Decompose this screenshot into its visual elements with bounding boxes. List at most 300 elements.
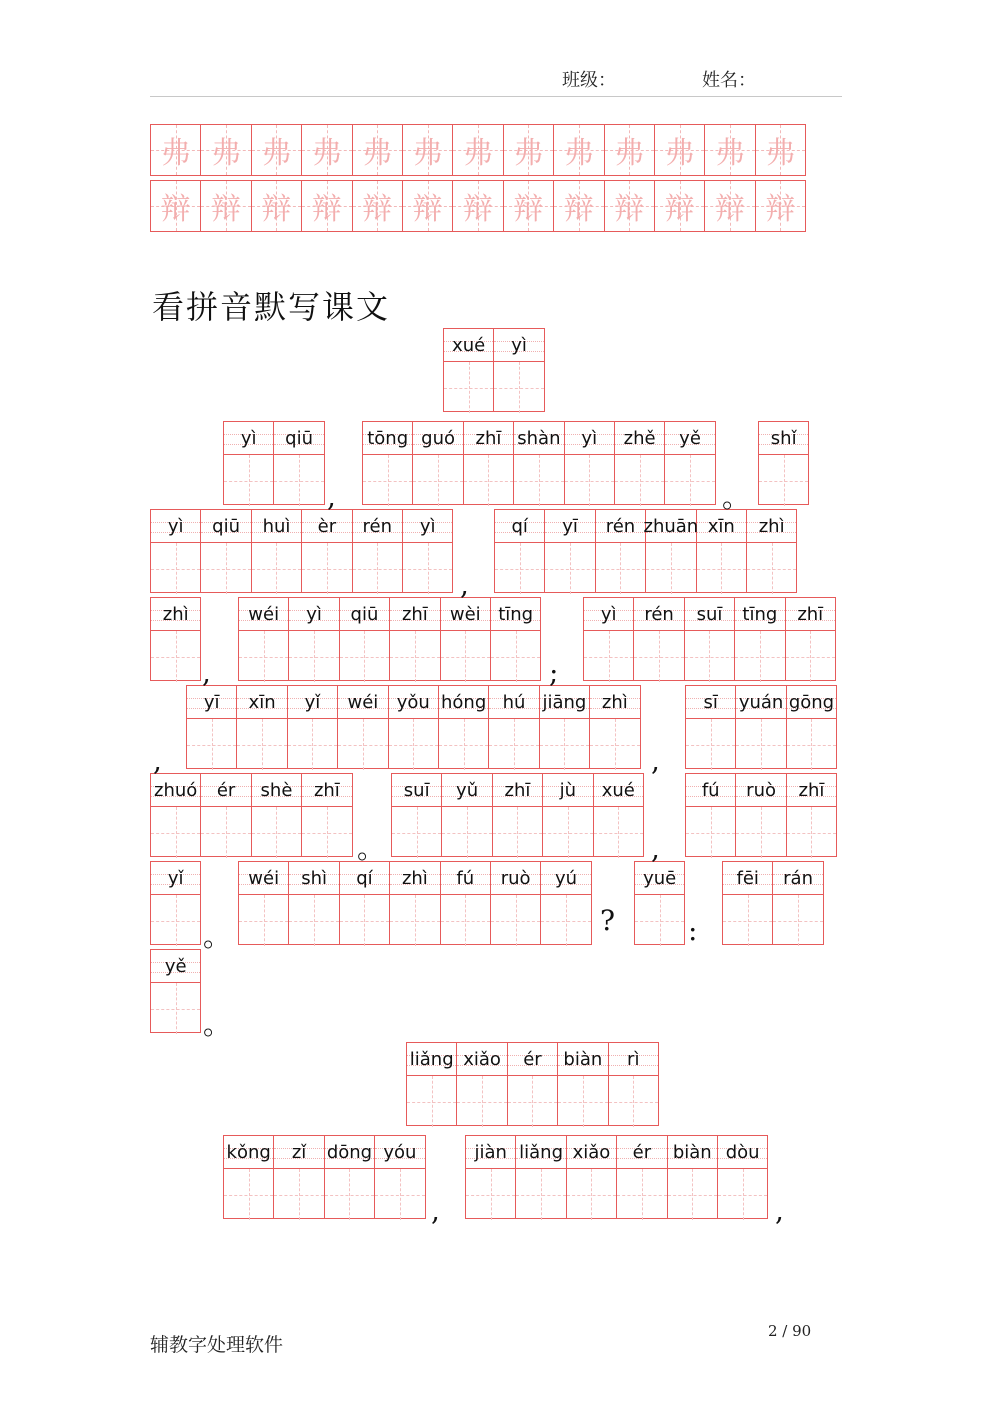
pinyin-group	[406, 1042, 659, 1126]
pinyin-group	[494, 509, 797, 593]
hanzi-writing-box[interactable]	[252, 807, 301, 858]
writing-cell[interactable]	[772, 861, 823, 945]
writing-cell[interactable]	[722, 861, 773, 945]
pinyin-group	[465, 1135, 768, 1219]
writing-cell[interactable]	[614, 421, 665, 505]
hanzi-writing-box[interactable]	[558, 1076, 607, 1127]
tracing-cell[interactable]	[352, 180, 403, 232]
pinyin-group	[583, 597, 836, 681]
hanzi-writing-box[interactable]	[596, 543, 645, 594]
trace-character: 辩	[614, 192, 645, 227]
writing-cell[interactable]	[685, 685, 736, 769]
pinyin-label: zhì	[151, 598, 200, 631]
hanzi-writing-box[interactable]	[735, 631, 784, 682]
pinyin-label: zhī	[787, 774, 836, 807]
writing-cell[interactable]	[539, 685, 590, 769]
hanzi-writing-box[interactable]	[363, 455, 412, 506]
pinyin-label: xīn	[697, 510, 746, 543]
pinyin-label: xiǎo	[567, 1136, 616, 1169]
writing-cell[interactable]	[595, 509, 646, 593]
pinyin-group	[685, 773, 837, 857]
hanzi-writing-box[interactable]	[609, 1076, 658, 1127]
writing-cell[interactable]	[223, 1135, 274, 1219]
tracing-cell[interactable]	[452, 124, 503, 176]
hanzi-writing-box[interactable]	[634, 631, 683, 682]
writing-cell[interactable]	[389, 597, 440, 681]
writing-cell[interactable]	[438, 685, 489, 769]
hanzi-writing-box[interactable]	[565, 455, 614, 506]
writing-cell[interactable]	[406, 1042, 457, 1126]
pinyin-label: ér	[201, 774, 250, 807]
pinyin-group	[150, 773, 353, 857]
hanzi-writing-box[interactable]	[489, 719, 538, 770]
writing-cell[interactable]	[490, 597, 541, 681]
pinyin-group	[150, 861, 201, 945]
pinyin-label: dōng	[325, 1136, 374, 1169]
writing-cell[interactable]	[664, 421, 715, 505]
writing-cell[interactable]	[786, 773, 837, 857]
hanzi-writing-box[interactable]	[224, 1169, 273, 1220]
hanzi-writing-box[interactable]	[493, 807, 542, 858]
writing-cell[interactable]	[542, 773, 593, 857]
hanzi-writing-box[interactable]	[439, 719, 488, 770]
pinyin-label: xué	[444, 329, 493, 362]
trace-character: 弗	[362, 136, 393, 171]
pinyin-group	[150, 509, 453, 593]
trace-character: 弗	[664, 136, 695, 171]
hanzi-writing-box[interactable]	[274, 455, 323, 506]
pinyin-group	[223, 1135, 426, 1219]
writing-cell[interactable]	[251, 509, 302, 593]
writing-cell[interactable]	[456, 1042, 507, 1126]
writing-cell[interactable]	[490, 861, 541, 945]
hanzi-writing-box[interactable]	[289, 631, 338, 682]
writing-cell[interactable]	[388, 685, 439, 769]
writing-cell[interactable]	[608, 1042, 659, 1126]
tracing-cell[interactable]	[200, 124, 251, 176]
hanzi-writing-box[interactable]	[302, 543, 351, 594]
hanzi-writing-box[interactable]	[491, 631, 540, 682]
hanzi-writing-box[interactable]	[665, 455, 714, 506]
hanzi-writing-box[interactable]	[786, 631, 835, 682]
pinyin-label: rì	[609, 1043, 658, 1076]
hanzi-writing-box[interactable]	[543, 807, 592, 858]
hanzi-writing-box[interactable]	[718, 1169, 767, 1220]
hanzi-writing-box[interactable]	[444, 362, 493, 413]
hanzi-writing-box[interactable]	[224, 455, 273, 506]
writing-cell[interactable]	[685, 773, 736, 857]
hanzi-writing-box[interactable]	[540, 719, 589, 770]
writing-cell[interactable]	[441, 773, 492, 857]
trace-character: 辩	[664, 192, 695, 227]
pinyin-label: dòu	[718, 1136, 767, 1169]
hanzi-writing-box[interactable]	[495, 543, 544, 594]
tracing-row	[150, 180, 818, 232]
hanzi-writing-box[interactable]	[646, 543, 695, 594]
hanzi-writing-box[interactable]	[635, 895, 684, 946]
hanzi-writing-box[interactable]	[340, 631, 389, 682]
pinyin-label: yǐ	[288, 686, 337, 719]
writing-cell[interactable]	[786, 685, 837, 769]
tracing-cell[interactable]	[654, 124, 705, 176]
writing-cell[interactable]	[238, 597, 289, 681]
software-name: 辅教字处理软件	[150, 1334, 284, 1356]
tracing-cell[interactable]	[402, 124, 453, 176]
pinyin-label: zhī	[390, 598, 439, 631]
tracing-cell[interactable]	[654, 180, 705, 232]
pinyin-label: xīn	[237, 686, 286, 719]
pinyin-label: fú	[686, 774, 735, 807]
writing-cell[interactable]	[515, 1135, 566, 1219]
hanzi-writing-box[interactable]	[590, 719, 639, 770]
tracing-cell[interactable]	[251, 124, 302, 176]
trace-character: 弗	[463, 136, 494, 171]
hanzi-writing-box[interactable]	[413, 455, 462, 506]
tracing-cell[interactable]	[301, 180, 352, 232]
tracing-cell[interactable]	[452, 180, 503, 232]
tracing-cell[interactable]	[402, 180, 453, 232]
trace-character: 弗	[513, 136, 544, 171]
writing-cell[interactable]	[273, 1135, 324, 1219]
hanzi-writing-box[interactable]	[201, 807, 250, 858]
writing-cell[interactable]	[301, 773, 352, 857]
pinyin-label: ruò	[491, 862, 540, 895]
trace-character: 弗	[211, 136, 242, 171]
writing-cell[interactable]	[236, 685, 287, 769]
hanzi-writing-box[interactable]	[288, 719, 337, 770]
writing-cell[interactable]	[273, 421, 324, 505]
tracing-cell[interactable]	[200, 180, 251, 232]
writing-cell[interactable]	[251, 773, 302, 857]
writing-cell[interactable]	[337, 685, 388, 769]
pinyin-label: wéi	[338, 686, 387, 719]
pinyin-label: biàn	[668, 1136, 717, 1169]
pinyin-label: ruò	[736, 774, 785, 807]
writing-cell[interactable]	[696, 509, 747, 593]
tracing-cell[interactable]	[604, 180, 655, 232]
writing-cell[interactable]	[463, 421, 514, 505]
trace-character: 辩	[563, 192, 594, 227]
tracing-cell[interactable]	[301, 124, 352, 176]
hanzi-writing-box[interactable]	[787, 719, 836, 770]
hanzi-writing-box[interactable]	[252, 543, 301, 594]
hanzi-writing-box[interactable]	[516, 1169, 565, 1220]
writing-cell[interactable]	[540, 861, 591, 945]
tracing-cell[interactable]	[604, 124, 655, 176]
writing-cell[interactable]	[667, 1135, 718, 1219]
hanzi-writing-box[interactable]	[302, 807, 351, 858]
writing-cell[interactable]	[746, 509, 797, 593]
hanzi-writing-box[interactable]	[686, 719, 735, 770]
writing-cell[interactable]	[717, 1135, 768, 1219]
pinyin-label: tīng	[491, 598, 540, 631]
trace-character: 辩	[513, 192, 544, 227]
writing-cell[interactable]	[389, 861, 440, 945]
punctuation-mark: ,	[153, 744, 162, 777]
hanzi-writing-box[interactable]	[375, 1169, 424, 1220]
pinyin-label: zhuān	[646, 510, 695, 543]
writing-cell[interactable]	[362, 421, 413, 505]
pinyin-label: yì	[584, 598, 633, 631]
trace-character: 辩	[311, 192, 342, 227]
hanzi-writing-box[interactable]	[237, 719, 286, 770]
writing-cell[interactable]	[200, 773, 251, 857]
writing-cell[interactable]	[339, 597, 390, 681]
hanzi-writing-box[interactable]	[594, 807, 643, 858]
hanzi-writing-box[interactable]	[545, 543, 594, 594]
punctuation-mark: ?	[600, 904, 616, 937]
tracing-cell[interactable]	[755, 124, 806, 176]
writing-cell[interactable]	[238, 861, 289, 945]
writing-cell[interactable]	[288, 861, 339, 945]
hanzi-writing-box[interactable]	[187, 719, 236, 770]
tracing-cell[interactable]	[553, 180, 604, 232]
hanzi-writing-box[interactable]	[151, 983, 200, 1034]
hanzi-writing-box[interactable]	[325, 1169, 374, 1220]
pinyin-label: èr	[302, 510, 351, 543]
writing-cell[interactable]	[735, 773, 786, 857]
pinyin-label: yǐ	[151, 862, 200, 895]
tracing-cell[interactable]	[553, 124, 604, 176]
pinyin-label: hóng	[439, 686, 488, 719]
writing-cell[interactable]	[352, 509, 403, 593]
trace-character: 辩	[261, 192, 292, 227]
hanzi-writing-box[interactable]	[338, 719, 387, 770]
pinyin-label: wéi	[239, 862, 288, 895]
hanzi-writing-box[interactable]	[787, 807, 836, 858]
writing-cell[interactable]	[633, 597, 684, 681]
trace-character: 辩	[463, 192, 494, 227]
pinyin-group	[186, 685, 641, 769]
pinyin-label: guó	[413, 422, 462, 455]
hanzi-writing-box[interactable]	[464, 455, 513, 506]
pinyin-group	[758, 421, 809, 505]
pinyin-label: yě	[665, 422, 714, 455]
hanzi-writing-box[interactable]	[239, 631, 288, 682]
punctuation-mark: ,	[775, 1194, 784, 1227]
hanzi-writing-box[interactable]	[442, 807, 491, 858]
trace-character: 弗	[714, 136, 745, 171]
hanzi-writing-box[interactable]	[747, 543, 796, 594]
writing-cell[interactable]	[200, 509, 251, 593]
writing-cell[interactable]	[374, 1135, 425, 1219]
punctuation-mark: ,	[202, 656, 211, 689]
trace-character: 辩	[412, 192, 443, 227]
tracing-cell[interactable]	[352, 124, 403, 176]
hanzi-writing-box[interactable]	[407, 1076, 456, 1127]
writing-cell[interactable]	[785, 597, 836, 681]
hanzi-writing-box[interactable]	[403, 543, 452, 594]
writing-cell[interactable]	[734, 597, 785, 681]
hanzi-writing-box[interactable]	[541, 895, 590, 946]
hanzi-writing-box[interactable]	[201, 543, 250, 594]
section-title: 看拼音默写课文	[152, 288, 391, 326]
hanzi-writing-box[interactable]	[151, 895, 200, 946]
pinyin-label: zhī	[786, 598, 835, 631]
pinyin-label: fēi	[723, 862, 772, 895]
writing-cell[interactable]	[150, 773, 201, 857]
hanzi-writing-box[interactable]	[617, 1169, 666, 1220]
writing-cell[interactable]	[684, 597, 735, 681]
pinyin-label: yǒu	[389, 686, 438, 719]
hanzi-writing-box[interactable]	[723, 895, 772, 946]
hanzi-writing-box[interactable]	[736, 719, 785, 770]
hanzi-writing-box[interactable]	[151, 543, 200, 594]
hanzi-writing-box[interactable]	[390, 895, 439, 946]
writing-cell[interactable]	[566, 1135, 617, 1219]
tracing-cell[interactable]	[251, 180, 302, 232]
hanzi-writing-box[interactable]	[289, 895, 338, 946]
writing-cell[interactable]	[186, 685, 237, 769]
writing-cell[interactable]	[150, 597, 201, 681]
writing-cell[interactable]	[150, 949, 201, 1033]
hanzi-writing-box[interactable]	[392, 807, 441, 858]
pinyin-label: yě	[151, 950, 200, 983]
pinyin-label: gōng	[787, 686, 836, 719]
tracing-cell[interactable]	[704, 180, 755, 232]
writing-cell[interactable]	[443, 328, 494, 412]
writing-cell[interactable]	[544, 509, 595, 593]
pinyin-label: suī	[392, 774, 441, 807]
writing-cell[interactable]	[339, 861, 390, 945]
pinyin-label: rén	[634, 598, 683, 631]
writing-cell[interactable]	[324, 1135, 375, 1219]
writing-cell[interactable]	[440, 861, 491, 945]
pinyin-group	[685, 685, 837, 769]
pinyin-label: zhī	[302, 774, 351, 807]
hanzi-writing-box[interactable]	[441, 631, 490, 682]
pinyin-group	[150, 597, 201, 681]
pinyin-label: rén	[353, 510, 402, 543]
pinyin-group	[150, 949, 201, 1033]
trace-character: 弗	[160, 136, 191, 171]
hanzi-writing-box[interactable]	[685, 631, 734, 682]
hanzi-writing-box[interactable]	[340, 895, 389, 946]
writing-cell[interactable]	[150, 861, 201, 945]
hanzi-writing-box[interactable]	[697, 543, 746, 594]
hanzi-writing-box[interactable]	[151, 807, 200, 858]
pinyin-label: yuán	[736, 686, 785, 719]
writing-cell[interactable]	[288, 597, 339, 681]
trace-character: 弗	[311, 136, 342, 171]
writing-cell[interactable]	[465, 1135, 516, 1219]
writing-cell[interactable]	[634, 861, 685, 945]
pinyin-label: yuē	[635, 862, 684, 895]
tracing-cell[interactable]	[150, 180, 201, 232]
pinyin-label: jù	[543, 774, 592, 807]
hanzi-writing-box[interactable]	[353, 543, 402, 594]
writing-cell[interactable]	[589, 685, 640, 769]
hanzi-writing-box[interactable]	[494, 362, 543, 413]
hanzi-writing-box[interactable]	[686, 807, 735, 858]
tracing-cell[interactable]	[755, 180, 806, 232]
punctuation-mark: ,	[651, 744, 660, 777]
hanzi-writing-box[interactable]	[567, 1169, 616, 1220]
pinyin-label: shàn	[514, 422, 563, 455]
hanzi-writing-box[interactable]	[466, 1169, 515, 1220]
writing-cell[interactable]	[488, 685, 539, 769]
pinyin-label: yóu	[375, 1136, 424, 1169]
pinyin-label: kǒng	[224, 1136, 273, 1169]
writing-cell[interactable]	[391, 773, 442, 857]
writing-cell[interactable]	[494, 509, 545, 593]
writing-cell[interactable]	[616, 1135, 667, 1219]
writing-cell[interactable]	[513, 421, 564, 505]
writing-cell[interactable]	[758, 421, 809, 505]
hanzi-writing-box[interactable]	[773, 895, 822, 946]
writing-cell[interactable]	[593, 773, 644, 857]
tracing-cell[interactable]	[503, 180, 554, 232]
trace-character: 弗	[412, 136, 443, 171]
writing-cell[interactable]	[557, 1042, 608, 1126]
tracing-cell[interactable]	[150, 124, 201, 176]
pinyin-label: shè	[252, 774, 301, 807]
hanzi-writing-box[interactable]	[274, 1169, 323, 1220]
pinyin-label: yī	[187, 686, 236, 719]
hanzi-writing-box[interactable]	[441, 895, 490, 946]
punctuation-mark: 。	[203, 920, 232, 953]
pinyin-label: sī	[686, 686, 735, 719]
hanzi-writing-box[interactable]	[151, 631, 200, 682]
pinyin-label: liǎng	[516, 1136, 565, 1169]
punctuation-mark: ;	[549, 656, 559, 689]
writing-cell[interactable]	[564, 421, 615, 505]
writing-cell[interactable]	[150, 509, 201, 593]
writing-cell[interactable]	[735, 685, 786, 769]
trace-character: 弗	[614, 136, 645, 171]
hanzi-writing-box[interactable]	[668, 1169, 717, 1220]
pinyin-label: yì	[565, 422, 614, 455]
pinyin-label: rén	[596, 510, 645, 543]
writing-cell[interactable]	[412, 421, 463, 505]
writing-cell[interactable]	[583, 597, 634, 681]
hanzi-writing-box[interactable]	[389, 719, 438, 770]
hanzi-writing-box[interactable]	[584, 631, 633, 682]
writing-cell[interactable]	[492, 773, 543, 857]
pinyin-label: fú	[441, 862, 490, 895]
hanzi-writing-box[interactable]	[514, 455, 563, 506]
writing-cell[interactable]	[507, 1042, 558, 1126]
writing-cell[interactable]	[402, 509, 453, 593]
writing-cell[interactable]	[643, 509, 699, 593]
pinyin-label: tōng	[363, 422, 412, 455]
tracing-cell[interactable]	[704, 124, 755, 176]
hanzi-writing-box[interactable]	[508, 1076, 557, 1127]
hanzi-writing-box[interactable]	[457, 1076, 506, 1127]
hanzi-writing-box[interactable]	[239, 895, 288, 946]
writing-cell[interactable]	[223, 421, 274, 505]
punctuation-mark: ,	[651, 832, 660, 865]
writing-cell[interactable]	[287, 685, 338, 769]
pinyin-label: wèi	[441, 598, 490, 631]
hanzi-writing-box[interactable]	[615, 455, 664, 506]
hanzi-writing-box[interactable]	[759, 455, 808, 506]
hanzi-writing-box[interactable]	[491, 895, 540, 946]
pinyin-label: zhī	[464, 422, 513, 455]
writing-cell[interactable]	[440, 597, 491, 681]
pinyin-label: zhě	[615, 422, 664, 455]
pinyin-label: qiū	[340, 598, 389, 631]
pinyin-label: ér	[617, 1136, 666, 1169]
writing-cell[interactable]	[493, 328, 544, 412]
class-label: 班级：	[562, 70, 616, 91]
punctuation-mark: 。	[722, 481, 751, 514]
pinyin-group	[223, 421, 325, 505]
hanzi-writing-box[interactable]	[390, 631, 439, 682]
writing-cell[interactable]	[301, 509, 352, 593]
hanzi-writing-box[interactable]	[736, 807, 785, 858]
tracing-cell[interactable]	[503, 124, 554, 176]
